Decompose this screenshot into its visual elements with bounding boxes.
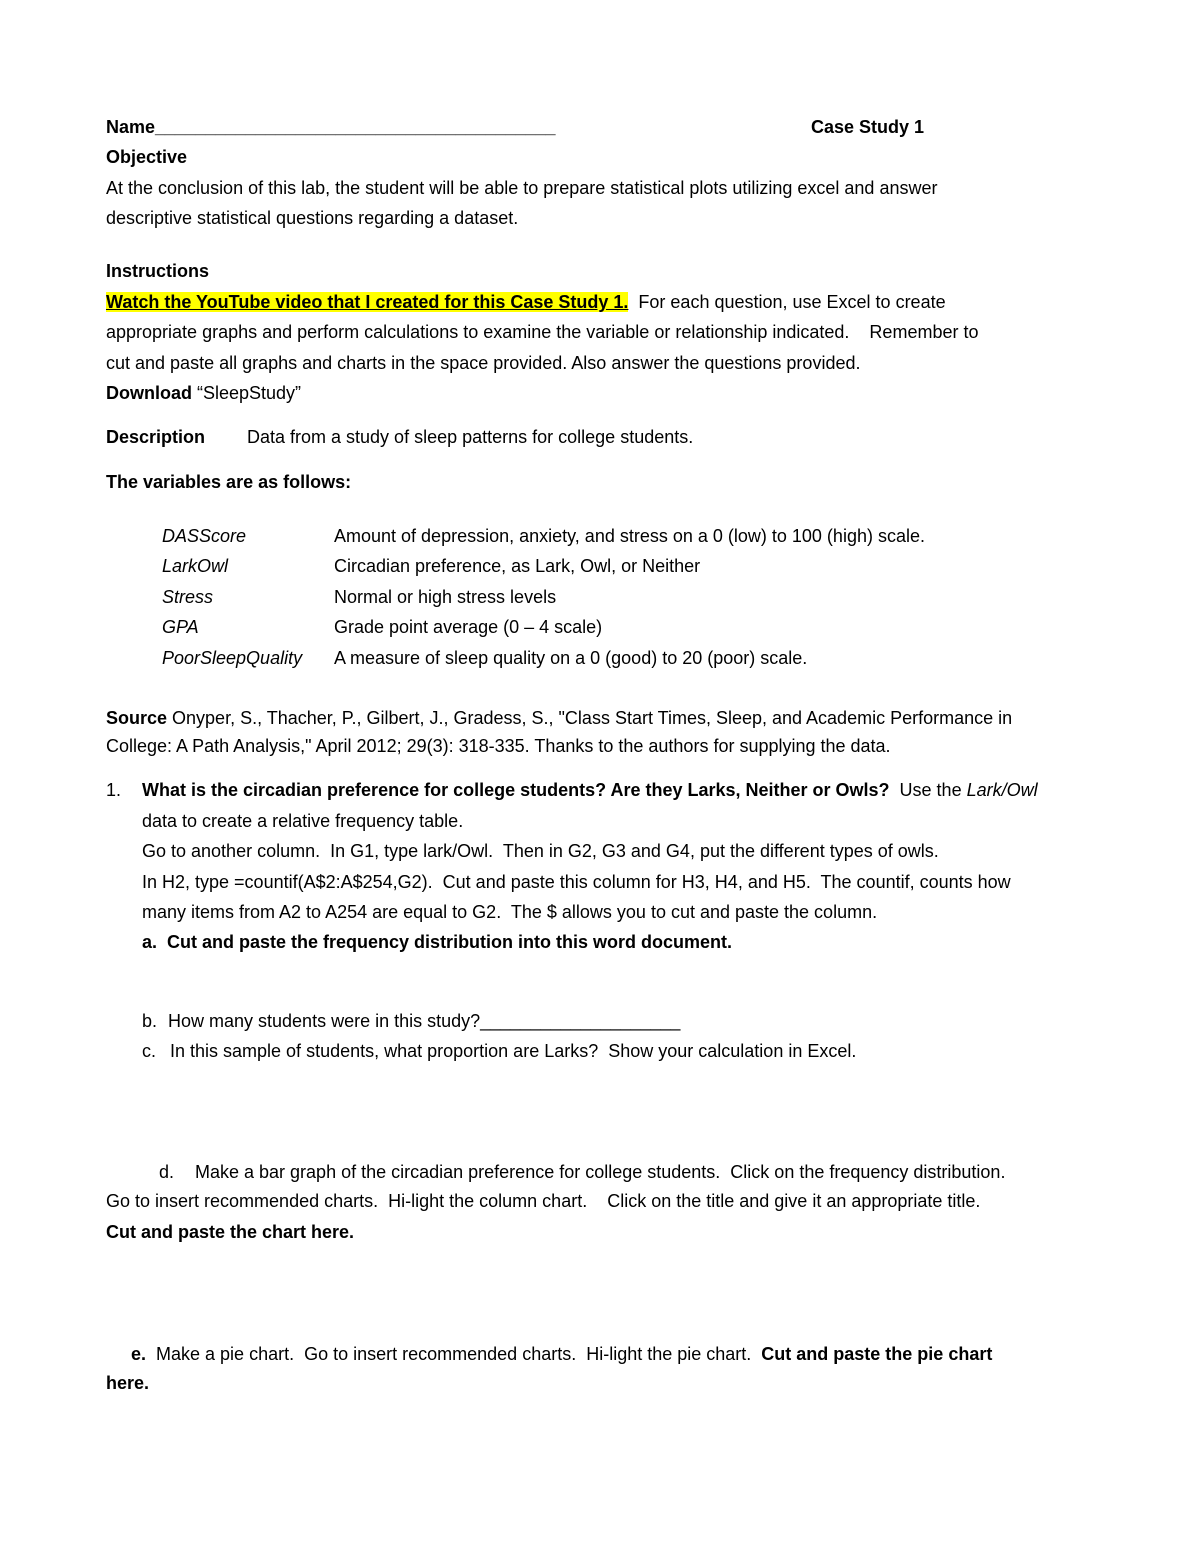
q1-part-d-text: Make a bar graph of the circadian preference for college students. Click on the frequency distribution. bbox=[195, 1162, 1006, 1182]
objective-heading: Objective bbox=[106, 147, 188, 167]
q1-line-1 bbox=[142, 779, 1038, 801]
q1-part-d-line-2: Go to insert recommended charts. Hi-light the column chart. Click on the title and give it an appropriate title. bbox=[106, 1191, 981, 1211]
q1-part-e-bold: Cut and paste the pie chart bbox=[761, 1344, 993, 1364]
variable-description: Circadian preference, as Lark, Owl, or Neither bbox=[334, 556, 701, 576]
variable-name: PoorSleepQuality bbox=[162, 648, 303, 668]
download-line bbox=[106, 382, 301, 404]
q1-part-c-label: c. bbox=[142, 1041, 157, 1061]
source-line-2: College: A Path Analysis," April 2012; 29(3): 318-335. Thanks to the authors for supplying the data. bbox=[106, 736, 891, 756]
youtube-video-link[interactable]: Watch the YouTube video that I created for this Case Study 1. bbox=[106, 292, 629, 312]
q1-part-e-line-2: here. bbox=[106, 1373, 150, 1393]
q1-part-d-line-3: Cut and paste the chart here. bbox=[106, 1222, 355, 1242]
variable-name: DASScore bbox=[162, 526, 247, 546]
q1-question: What is the circadian preference for college students? Are they Larks, Neither or Owls? bbox=[142, 780, 890, 800]
variables-heading: The variables are as follows: bbox=[106, 472, 352, 492]
q1-line-3: Go to another column. In G1, type lark/Owl. Then in G2, G3 and G4, put the different types of owls. bbox=[142, 841, 939, 861]
source-text-1: Onyper, S., Thacher, P., Gilbert, J., Gradess, S., "Class Start Times, Sleep, and Academic Performance in bbox=[167, 708, 1013, 728]
q1-part-c-text: In this sample of students, what proportion are Larks? Show your calculation in Excel. bbox=[170, 1041, 857, 1061]
name-label: Name bbox=[106, 117, 156, 137]
q1-part-b-label: b. bbox=[142, 1011, 158, 1031]
q1-number: 1. bbox=[106, 780, 122, 800]
source-label: Source bbox=[106, 708, 168, 728]
q1-larkowl-italic: Lark/Owl bbox=[966, 780, 1038, 800]
q1-part-e-text: Make a pie chart. Go to insert recommended charts. Hi-light the pie chart. bbox=[146, 1344, 762, 1364]
case-study-title: Case Study 1 bbox=[811, 117, 925, 137]
download-label: Download bbox=[106, 383, 192, 403]
objective-line-1: At the conclusion of this lab, the student will be able to prepare statistical plots utilizing excel and answer bbox=[106, 178, 938, 198]
q1-line-5: many items from A2 to A254 are equal to G2. The $ allows you to cut and paste the column. bbox=[142, 902, 878, 922]
q1-line-1-rest: Use the bbox=[889, 780, 967, 800]
variable-description: Normal or high stress levels bbox=[334, 587, 557, 607]
q1-line-4: In H2, type =countif(A$2:A$254,G2). Cut and paste this column for H3, H4, and H5. The countif, counts how bbox=[142, 872, 1011, 892]
q1-part-e-label: e. bbox=[131, 1344, 147, 1364]
q1-part-d-label: d. bbox=[159, 1162, 175, 1182]
variable-description: Grade point average (0 – 4 scale) bbox=[334, 617, 603, 637]
variable-name: LarkOwl bbox=[162, 556, 229, 576]
instructions-line-2: appropriate graphs and perform calculations to examine the variable or relationship indicated. Remember to bbox=[106, 322, 979, 342]
instructions-line-3: cut and paste all graphs and charts in the space provided. Also answer the questions provided. bbox=[106, 353, 861, 373]
q1-part-b-text: How many students were in this study?____________________ bbox=[168, 1011, 681, 1031]
description-label: Description bbox=[106, 427, 206, 447]
q1-part-e-line-1 bbox=[131, 1343, 992, 1365]
q1-part-a: a. Cut and paste the frequency distribution into this word document. bbox=[142, 932, 733, 952]
q1-line-2: data to create a relative frequency table. bbox=[142, 811, 464, 831]
variable-name: GPA bbox=[162, 617, 199, 637]
objective-line-2: descriptive statistical questions regarding a dataset. bbox=[106, 208, 519, 228]
download-file: “SleepStudy” bbox=[192, 383, 302, 403]
source-line-1 bbox=[106, 707, 1012, 729]
description-text: Data from a study of sleep patterns for college students. bbox=[247, 427, 694, 447]
name-blank: ________________________________________ bbox=[155, 117, 556, 137]
variable-description: A measure of sleep quality on a 0 (good) to 20 (poor) scale. bbox=[334, 648, 808, 668]
variable-name: Stress bbox=[162, 587, 214, 607]
variable-description: Amount of depression, anxiety, and stress on a 0 (low) to 100 (high) scale. bbox=[334, 526, 925, 546]
instructions-line-1 bbox=[106, 291, 946, 313]
instructions-heading: Instructions bbox=[106, 261, 210, 281]
name-line bbox=[106, 116, 555, 138]
instructions-line-1-rest: For each question, use Excel to create bbox=[628, 292, 946, 312]
